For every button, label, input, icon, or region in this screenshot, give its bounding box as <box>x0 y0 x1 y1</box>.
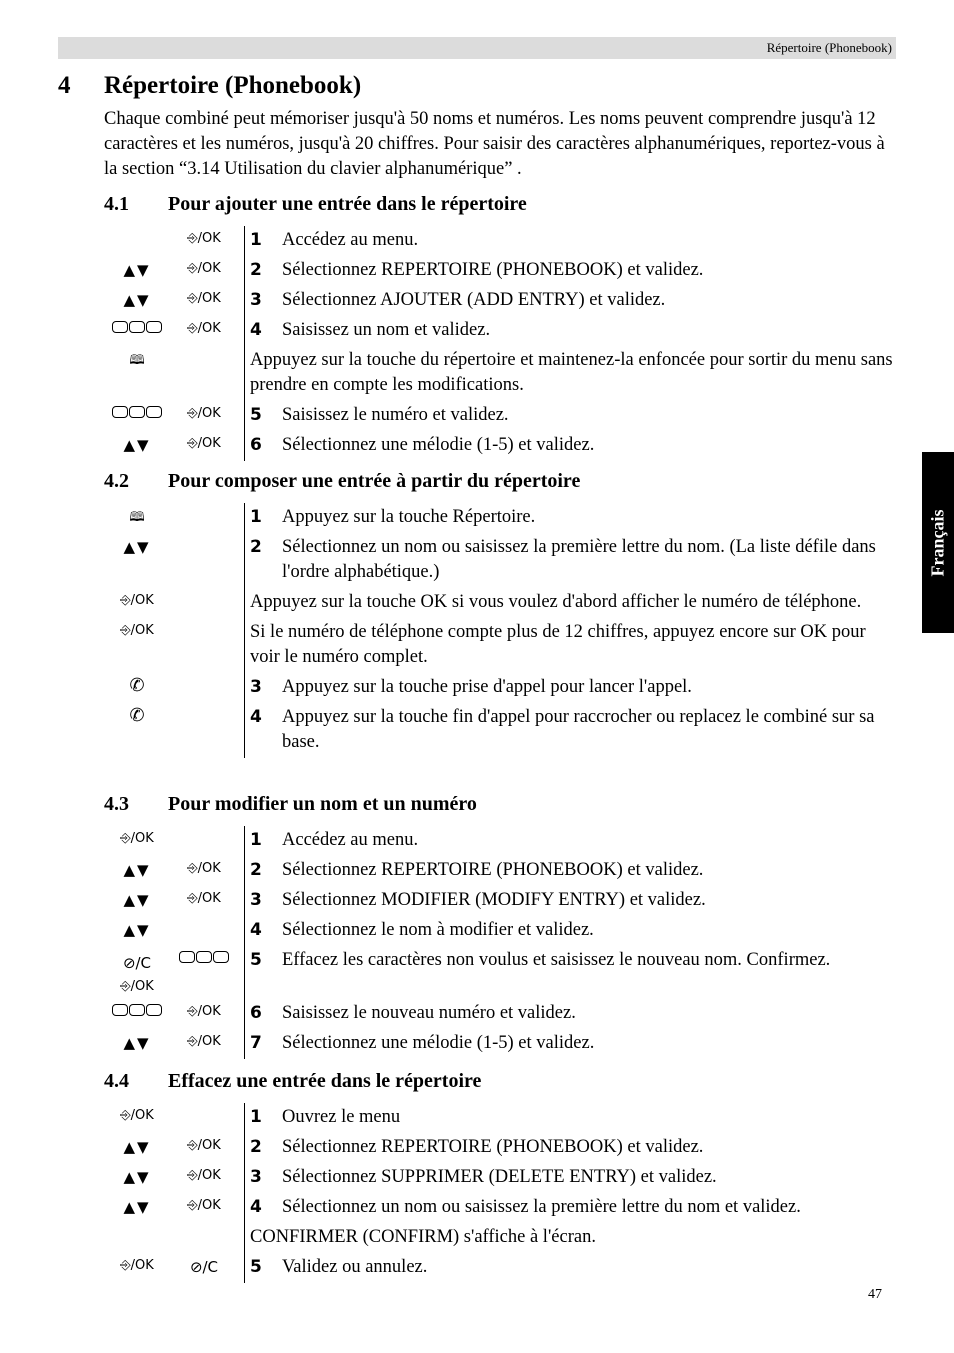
section-number: 4.4 <box>104 1070 129 1092</box>
ok-key-icon: ⎆/OK <box>187 321 221 336</box>
step-row <box>104 1223 894 1253</box>
section-heading <box>104 793 477 816</box>
ok-key-icon: ⎆/OK <box>120 623 154 638</box>
step-key-icons <box>104 533 244 588</box>
step-row <box>104 533 894 588</box>
step-text: Saisissez le nouveau numéro et validez. <box>282 1003 576 1023</box>
ok-key-icon: ⎆/OK <box>120 979 154 994</box>
step-content <box>244 826 894 856</box>
step-key-icons <box>104 286 244 316</box>
step-text: Appuyez sur la touche fin d'appel pour raccrocher ou replacez le combiné sur sa base. <box>282 707 875 752</box>
step-row <box>104 886 894 916</box>
step-number: 6 <box>250 435 262 455</box>
up-down-arrows-icon: ▲▼ <box>123 261 151 279</box>
key-column-1 <box>104 703 170 758</box>
step-key-icons <box>104 1103 244 1133</box>
section-title: Effacez une entrée dans le répertoire <box>168 1070 482 1092</box>
up-down-arrows-icon: ▲▼ <box>123 538 151 556</box>
key-column-2 <box>174 703 234 758</box>
step-list <box>104 1103 894 1283</box>
key-column-1 <box>104 618 170 673</box>
step-content <box>244 856 894 886</box>
key-column-2 <box>174 316 234 346</box>
ok-key-icon: ⎆/OK <box>120 1108 154 1123</box>
step-text: Appuyez sur la touche prise d'appel pour lancer l'appel. <box>282 677 692 697</box>
step-number: 3 <box>250 1167 262 1187</box>
key-column-1 <box>104 401 170 431</box>
step-list <box>104 226 894 461</box>
step-content <box>244 1133 894 1163</box>
step-number: 2 <box>250 537 262 557</box>
step-text: Sélectionnez REPERTOIRE (PHONEBOOK) et validez. <box>282 260 704 280</box>
key-column-2 <box>174 826 234 856</box>
page-number: 47 <box>868 1287 882 1302</box>
key-shape <box>129 321 145 333</box>
section-title: Pour modifier un nom et un numéro <box>168 793 477 815</box>
ok-key-icon: ⎆/OK <box>187 1198 221 1213</box>
step-text: Sélectionnez MODIFIER (MODIFY ENTRY) et validez. <box>282 890 706 910</box>
key-column-2 <box>174 431 234 461</box>
key-column-1 <box>104 1133 170 1163</box>
step-row <box>104 401 894 431</box>
step-number: 1 <box>250 230 262 250</box>
step-content <box>244 588 894 618</box>
key-column-1 <box>104 533 170 588</box>
step-content <box>244 703 894 758</box>
section-heading <box>104 1070 481 1093</box>
step-key-icons <box>104 1223 244 1253</box>
key-shape <box>146 406 162 418</box>
key-column-2 <box>174 1223 234 1253</box>
step-number: 2 <box>250 860 262 880</box>
step-row <box>104 618 894 673</box>
key-column-1 <box>104 856 170 886</box>
key-column-2 <box>174 1029 234 1059</box>
step-text: Sélectionnez REPERTOIRE (PHONEBOOK) et validez. <box>282 860 704 880</box>
section-title: Pour ajouter une entrée dans le répertoire <box>168 193 527 215</box>
up-down-arrows-icon: ▲▼ <box>123 1168 151 1186</box>
key-shape <box>196 951 212 963</box>
step-key-icons <box>104 226 244 256</box>
ok-key-icon: ⎆/OK <box>187 406 221 421</box>
key-column-1 <box>104 346 170 401</box>
up-down-arrows-icon: ▲▼ <box>123 436 151 454</box>
key-column-1 <box>104 1029 170 1059</box>
step-row <box>104 1029 894 1059</box>
key-column-1 <box>104 673 170 703</box>
step-content <box>244 916 894 946</box>
step-number: 5 <box>250 405 262 425</box>
step-key-icons <box>104 588 244 618</box>
step-list <box>104 826 894 1059</box>
step-row <box>104 503 894 533</box>
up-down-arrows-icon: ▲▼ <box>123 861 151 879</box>
ok-key-icon: ⎆/OK <box>187 1168 221 1183</box>
ok-key-icon: ⎆/OK <box>187 231 221 246</box>
step-content <box>244 286 894 316</box>
clear-key-icon: ⊘/C <box>189 1258 219 1276</box>
step-content <box>244 256 894 286</box>
chapter-heading <box>58 72 361 100</box>
key-shape <box>179 951 195 963</box>
step-row <box>104 856 894 886</box>
step-key-icons <box>104 346 244 401</box>
step-content <box>244 316 894 346</box>
key-column-2 <box>174 1103 234 1133</box>
step-key-icons <box>104 256 244 286</box>
key-column-1 <box>104 316 170 346</box>
up-down-arrows-icon: ▲▼ <box>123 891 151 909</box>
step-key-icons <box>104 618 244 673</box>
step-note: Appuyez sur la touche OK si vous voulez d'abord afficher le numéro de téléphone. <box>250 592 862 612</box>
step-number: 3 <box>250 677 262 697</box>
step-number: 4 <box>250 1197 262 1217</box>
key-column-2 <box>174 401 234 431</box>
step-key-icons <box>104 826 244 856</box>
step-text: Sélectionnez une mélodie (1-5) et validez. <box>282 435 595 455</box>
step-key-icons <box>104 673 244 703</box>
step-number: 7 <box>250 1033 262 1053</box>
step-text: Sélectionnez AJOUTER (ADD ENTRY) et validez. <box>282 290 666 310</box>
step-text: Accédez au menu. <box>282 230 419 250</box>
step-number: 3 <box>250 890 262 910</box>
step-number: 2 <box>250 1137 262 1157</box>
ok-key-icon: ⎆/OK <box>187 1004 221 1019</box>
ok-key-icon: ⎆/OK <box>187 291 221 306</box>
step-row <box>104 431 894 461</box>
step-row <box>104 703 894 758</box>
step-text: Appuyez sur la touche Répertoire. <box>282 507 536 527</box>
ok-key-icon: ⎆/OK <box>187 861 221 876</box>
section-number: 4.2 <box>104 470 129 492</box>
step-row <box>104 256 894 286</box>
step-key-icons <box>104 886 244 916</box>
key-column-1 <box>104 916 170 946</box>
step-text: Saisissez le numéro et validez. <box>282 405 509 425</box>
key-column-2 <box>174 916 234 946</box>
step-content <box>244 401 894 431</box>
step-row <box>104 946 894 999</box>
step-number: 1 <box>250 1107 262 1127</box>
step-content <box>244 1193 894 1223</box>
key-shape <box>129 406 145 418</box>
key-column-1 <box>104 999 170 1029</box>
step-key-icons <box>104 316 244 346</box>
key-column-2 <box>174 618 234 673</box>
key-column-2 <box>174 1163 234 1193</box>
key-column-2 <box>174 533 234 588</box>
key-column-1 <box>104 1223 170 1253</box>
step-key-icons <box>104 916 244 946</box>
step-text: Sélectionnez REPERTOIRE (PHONEBOOK) et validez. <box>282 1137 704 1157</box>
key-column-2 <box>174 999 234 1029</box>
step-text: Accédez au menu. <box>282 830 419 850</box>
step-content <box>244 346 894 401</box>
key-column-2 <box>174 588 234 618</box>
ok-key-icon: ⎆/OK <box>120 1258 154 1273</box>
phonebook-icon: 🕮 <box>129 510 145 525</box>
key-column-2 <box>174 673 234 703</box>
section-number: 4.1 <box>104 193 129 215</box>
key-column-2 <box>174 856 234 886</box>
keypad-keys-icon <box>112 1004 162 1029</box>
step-text: Effacez les caractères non voulus et saisissez le nouveau nom. Confirmez. <box>282 950 831 970</box>
step-key-icons <box>104 1133 244 1163</box>
step-content <box>244 431 894 461</box>
step-key-icons <box>104 1029 244 1059</box>
chapter-number: 4 <box>58 72 71 99</box>
step-list <box>104 503 894 758</box>
step-text: Sélectionnez le nom à modifier et validez. <box>282 920 594 940</box>
step-content <box>244 946 894 999</box>
step-text: Sélectionnez SUPPRIMER (DELETE ENTRY) et validez. <box>282 1167 717 1187</box>
step-content <box>244 886 894 916</box>
step-number: 4 <box>250 707 262 727</box>
ok-key-icon: ⎆/OK <box>187 1138 221 1153</box>
key-column-1 <box>104 256 170 286</box>
step-text: Saisissez un nom et validez. <box>282 320 491 340</box>
up-down-arrows-icon: ▲▼ <box>123 921 151 939</box>
key-column-2 <box>174 256 234 286</box>
section-heading <box>104 470 580 493</box>
step-row <box>104 286 894 316</box>
chapter-title: Répertoire (Phonebook) <box>104 72 362 99</box>
ok-key-icon: ⎆/OK <box>120 593 154 608</box>
step-row <box>104 316 894 346</box>
key-column-2 <box>174 1253 234 1283</box>
phone-handset-icon: ✆ <box>129 705 145 726</box>
clear-key-icon: ⊘/C <box>122 954 152 972</box>
step-content <box>244 1103 894 1133</box>
step-content <box>244 503 894 533</box>
running-title: Répertoire (Phonebook) <box>766 40 892 55</box>
key-column-1 <box>104 1103 170 1133</box>
key-column-1 <box>104 886 170 916</box>
step-row <box>104 1193 894 1223</box>
step-number: 4 <box>250 920 262 940</box>
key-column-2 <box>174 346 234 401</box>
key-column-2 <box>174 1193 234 1223</box>
step-content <box>244 1029 894 1059</box>
chapter-intro: Chaque combiné peut mémoriser jusqu'à 50 noms et numéros. Les noms peuvent comprendre jusqu'à 12 caractères et les numéros, jusqu'à 20 chiffres. Pour saisir des caractères alphanumériques, reportez-vous à la section “3.14 Utilisation du clavier alphanumérique” . <box>104 109 885 179</box>
step-key-icons <box>104 401 244 431</box>
key-column-2 <box>174 946 234 999</box>
up-down-arrows-icon: ▲▼ <box>123 1198 151 1216</box>
ok-key-icon: ⎆/OK <box>187 261 221 276</box>
up-down-arrows-icon: ▲▼ <box>123 1034 151 1052</box>
running-header <box>58 37 896 59</box>
ok-key-icon: ⎆/OK <box>187 436 221 451</box>
step-content <box>244 226 894 256</box>
step-key-icons <box>104 999 244 1029</box>
step-number: 2 <box>250 260 262 280</box>
step-row <box>104 226 894 256</box>
step-row <box>104 673 894 703</box>
key-column-2 <box>174 503 234 533</box>
keypad-keys-icon <box>112 321 162 346</box>
step-row <box>104 826 894 856</box>
language-tab <box>922 452 954 633</box>
step-number: 1 <box>250 830 262 850</box>
step-note: Si le numéro de téléphone compte plus de 12 chiffres, appuyez encore sur OK pour voir le numéro complet. <box>250 622 866 667</box>
step-number: 3 <box>250 290 262 310</box>
step-key-icons <box>104 1253 244 1283</box>
step-key-icons <box>104 856 244 886</box>
step-number: 4 <box>250 320 262 340</box>
ok-key-icon: ⎆/OK <box>187 891 221 906</box>
key-column-1 <box>104 226 170 256</box>
step-key-icons <box>104 703 244 758</box>
key-column-2 <box>174 286 234 316</box>
section-title: Pour composer une entrée à partir du répertoire <box>168 470 581 492</box>
key-shape <box>213 951 229 963</box>
step-content <box>244 1163 894 1193</box>
phone-handset-icon: ✆ <box>129 675 145 696</box>
key-shape <box>146 1004 162 1016</box>
key-column-1 <box>104 588 170 618</box>
step-row <box>104 1163 894 1193</box>
step-text: Validez ou annulez. <box>282 1257 428 1277</box>
key-column-1 <box>104 503 170 533</box>
step-key-icons <box>104 1193 244 1223</box>
key-column-1 <box>104 1193 170 1223</box>
step-key-icons <box>104 1163 244 1193</box>
key-shape <box>112 321 128 333</box>
step-number: 5 <box>250 950 262 970</box>
step-content <box>244 533 894 588</box>
step-row <box>104 999 894 1029</box>
key-column-2 <box>174 1133 234 1163</box>
step-content <box>244 999 894 1029</box>
key-shape <box>112 406 128 418</box>
step-text: Sélectionnez une mélodie (1-5) et validez. <box>282 1033 595 1053</box>
key-column-1 <box>104 1253 170 1283</box>
step-row <box>104 1253 894 1283</box>
step-text: Sélectionnez un nom ou saisissez la première lettre du nom et validez. <box>282 1197 801 1217</box>
step-row <box>104 1103 894 1133</box>
key-column-1 <box>104 826 170 856</box>
section-heading <box>104 193 527 216</box>
up-down-arrows-icon: ▲▼ <box>123 1138 151 1156</box>
step-text: Sélectionnez un nom ou saisissez la première lettre du nom. (La liste défile dans l'ordre alphabétique.) <box>282 537 876 582</box>
step-content <box>244 1223 894 1253</box>
key-column-2 <box>174 226 234 256</box>
key-shape <box>146 321 162 333</box>
ok-key-icon: ⎆/OK <box>187 1034 221 1049</box>
step-number: 5 <box>250 1257 262 1277</box>
step-row <box>104 916 894 946</box>
key-column-1 <box>104 431 170 461</box>
section-number: 4.3 <box>104 793 129 815</box>
phonebook-icon: 🕮 <box>129 353 145 368</box>
step-number: 6 <box>250 1003 262 1023</box>
key-shape <box>129 1004 145 1016</box>
clear-and-ok-icons <box>120 951 154 999</box>
step-key-icons <box>104 946 244 999</box>
key-column-1 <box>104 1163 170 1193</box>
step-content <box>244 673 894 703</box>
up-down-arrows-icon: ▲▼ <box>123 291 151 309</box>
key-column-2 <box>174 886 234 916</box>
step-key-icons <box>104 503 244 533</box>
ok-key-icon: ⎆/OK <box>120 831 154 846</box>
step-content <box>244 618 894 673</box>
step-row <box>104 588 894 618</box>
step-key-icons <box>104 431 244 461</box>
step-number: 1 <box>250 507 262 527</box>
keypad-keys-icon <box>112 406 162 431</box>
keypad-keys-icon <box>179 951 229 999</box>
step-text: Ouvrez le menu <box>282 1107 401 1127</box>
step-row <box>104 1133 894 1163</box>
step-content <box>244 1253 894 1283</box>
step-note: Appuyez sur la touche du répertoire et maintenez-la enfoncée pour sortir du menu sans prendre en compte les modifications. <box>250 350 893 395</box>
step-note: CONFIRMER (CONFIRM) s'affiche à l'écran. <box>250 1227 596 1247</box>
step-row <box>104 346 894 401</box>
key-column-1 <box>104 946 170 999</box>
key-shape <box>112 1004 128 1016</box>
key-column-1 <box>104 286 170 316</box>
language-tab-label: Français <box>927 509 948 576</box>
